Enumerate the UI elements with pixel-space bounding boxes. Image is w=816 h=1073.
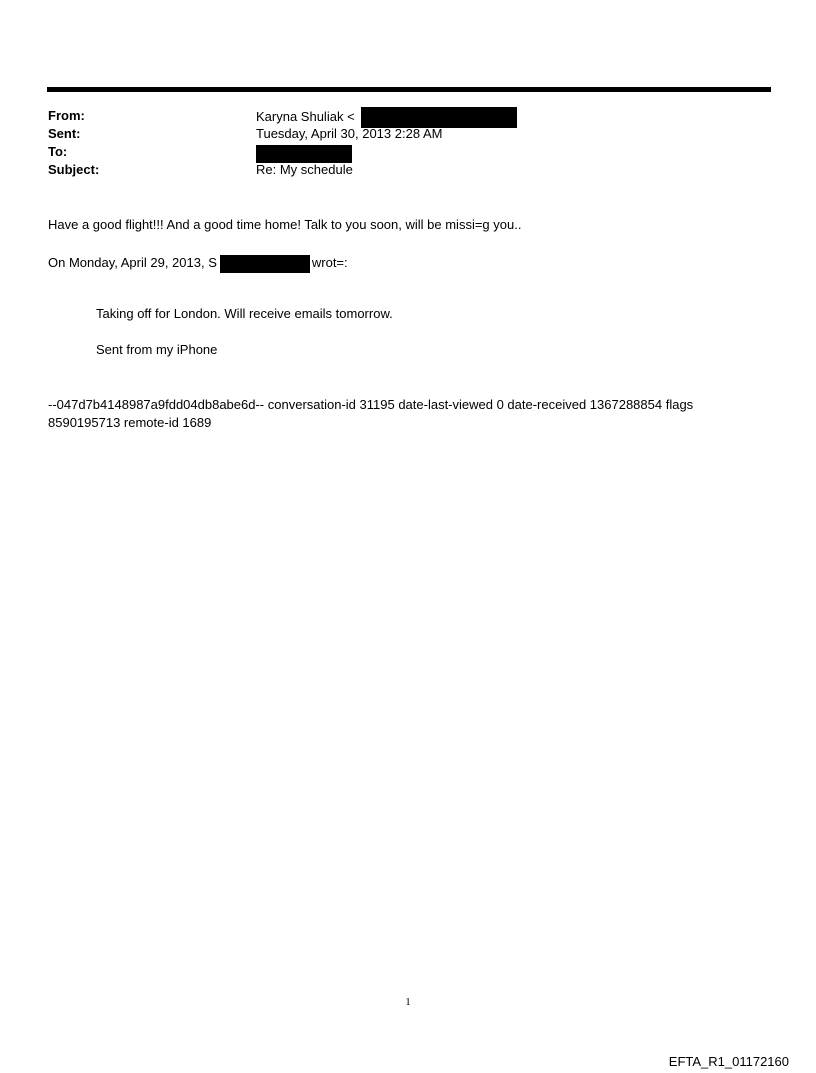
sender-name: Karyna Shuliak: [256, 108, 344, 124]
quoted-signature: Sent from my iPhone: [96, 342, 218, 357]
to-value: [256, 143, 352, 163]
redaction-box: [220, 255, 310, 273]
message-body: Have a good flight!!! And a good time home! Talk to you soon, will be missi=g you..: [48, 217, 522, 232]
quote-intro: [48, 254, 348, 273]
to-label: To:: [48, 144, 68, 159]
sender-bracket: <: [347, 108, 355, 124]
from-label: From:: [48, 108, 85, 123]
header-divider: [47, 87, 771, 92]
quote-intro-date: On Monday, April 29, 2013,: [48, 255, 205, 270]
subject-row: [48, 161, 768, 179]
from-row: [48, 107, 768, 125]
message-metadata: --047d7b4148987a9fdd04db8abe6d-- conversation-id 31195 date-last-viewed 0 date-received 1367288854 flags 8590195713 remote-id 1689: [48, 397, 694, 430]
quote-intro-wrote: wrot=:: [311, 255, 348, 270]
quoted-message-line: Taking off for London. Will receive emails tomorrow.: [96, 306, 393, 321]
subject-label: Subject:: [48, 162, 100, 177]
document-id: EFTA_R1_01172160: [668, 1054, 789, 1069]
sent-row: [48, 125, 768, 143]
to-row: [48, 143, 768, 161]
subject-value: Re: My schedule: [256, 162, 353, 177]
page-number: 1: [405, 996, 411, 1008]
sent-value: Tuesday, April 30, 2013 2:28 AM: [256, 126, 443, 141]
sent-label: Sent:: [48, 126, 81, 141]
quote-intro-fragment: S: [208, 255, 217, 270]
email-header: [48, 107, 768, 179]
